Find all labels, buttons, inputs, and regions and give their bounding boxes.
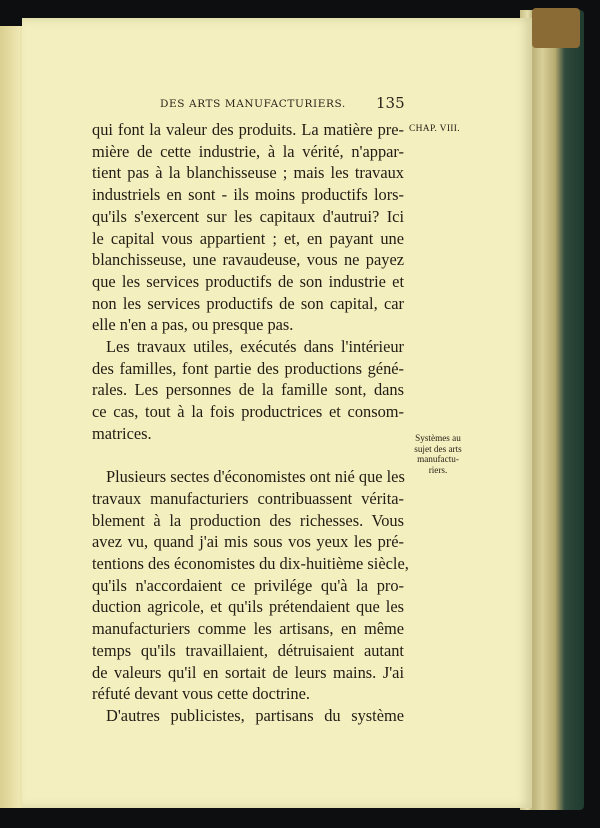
margin-note bbox=[398, 433, 478, 475]
text-line: travaux manufacturiers contribuassent vérita- bbox=[92, 488, 404, 508]
binding-corner bbox=[532, 8, 580, 48]
text-line: industriels en sont - ils moins productifs lors- bbox=[92, 185, 404, 205]
margin-note-line: Systèmes au bbox=[415, 433, 461, 443]
body-text bbox=[92, 119, 409, 727]
text-line: tient pas à la blanchisseuse ; mais les travaux bbox=[92, 163, 404, 183]
text-line: mière de cette industrie, à la vérité, n'appar- bbox=[92, 141, 404, 161]
text-line: Plusieurs sectes d'économistes ont nié que les bbox=[106, 467, 405, 487]
chapter-marker: CHAP. VIII. bbox=[409, 124, 460, 134]
text-line: réfuté devant vous cette doctrine. bbox=[92, 684, 310, 704]
page-number: 135 bbox=[376, 94, 405, 112]
text-line: que les services productifs de son industrie et bbox=[92, 271, 404, 291]
margin-note-line: sujet des arts bbox=[414, 443, 462, 454]
text-line: manufacturiers comme les artisans, en même bbox=[92, 619, 404, 639]
text-line: temps qu'ils travaillaient, détruisaient autant bbox=[92, 640, 404, 660]
text-line: elle n'en a pas, ou presque pas. bbox=[92, 315, 294, 335]
margin-note-line: riers. bbox=[428, 464, 448, 475]
text-line: avez vu, quand j'ai mis sous vos yeux les pré- bbox=[92, 532, 404, 552]
text-line: blement à la production des richesses. Vous bbox=[92, 510, 404, 530]
text-line: le capital vous appartient ; et, en payant une bbox=[92, 228, 404, 248]
text-line: des familles, font partie des productions géné- bbox=[92, 358, 404, 378]
running-title: DES ARTS MANUFACTURIERS. bbox=[160, 98, 346, 110]
text-line: tentions des économistes du dix-huitième siècle, bbox=[92, 554, 409, 574]
text-line: ce cas, tout à la fois productrices et consom- bbox=[92, 402, 404, 422]
text-line: Les travaux utiles, exécutés dans l'intérieur bbox=[106, 337, 404, 357]
text-line: matrices. bbox=[92, 423, 152, 443]
text-line: duction agricole, et qu'ils prétendaient que les bbox=[92, 597, 404, 617]
text-line: non les services productifs de son capital, car bbox=[92, 293, 404, 313]
text-line: D'autres publicistes, partisans du système bbox=[106, 705, 404, 725]
paragraph-gap bbox=[92, 445, 404, 467]
text-line: blanchisseuse, une ravaudeuse, vous ne payez bbox=[92, 250, 404, 270]
text-line: qu'ils n'accordaient ce privilége qu'à la pro- bbox=[92, 575, 404, 595]
text-line: de valeurs qu'il en sortait de leurs mains. J'ai bbox=[92, 662, 404, 682]
text-line: qu'ils s'exercent sur les capitaux d'autrui? Ici bbox=[92, 206, 404, 226]
text-line: qui font la valeur des produits. La matière pre- bbox=[92, 120, 404, 139]
margin-note-line: manufactu- bbox=[417, 454, 459, 464]
text-line: rales. Les personnes de la famille sont, dans bbox=[92, 380, 404, 400]
